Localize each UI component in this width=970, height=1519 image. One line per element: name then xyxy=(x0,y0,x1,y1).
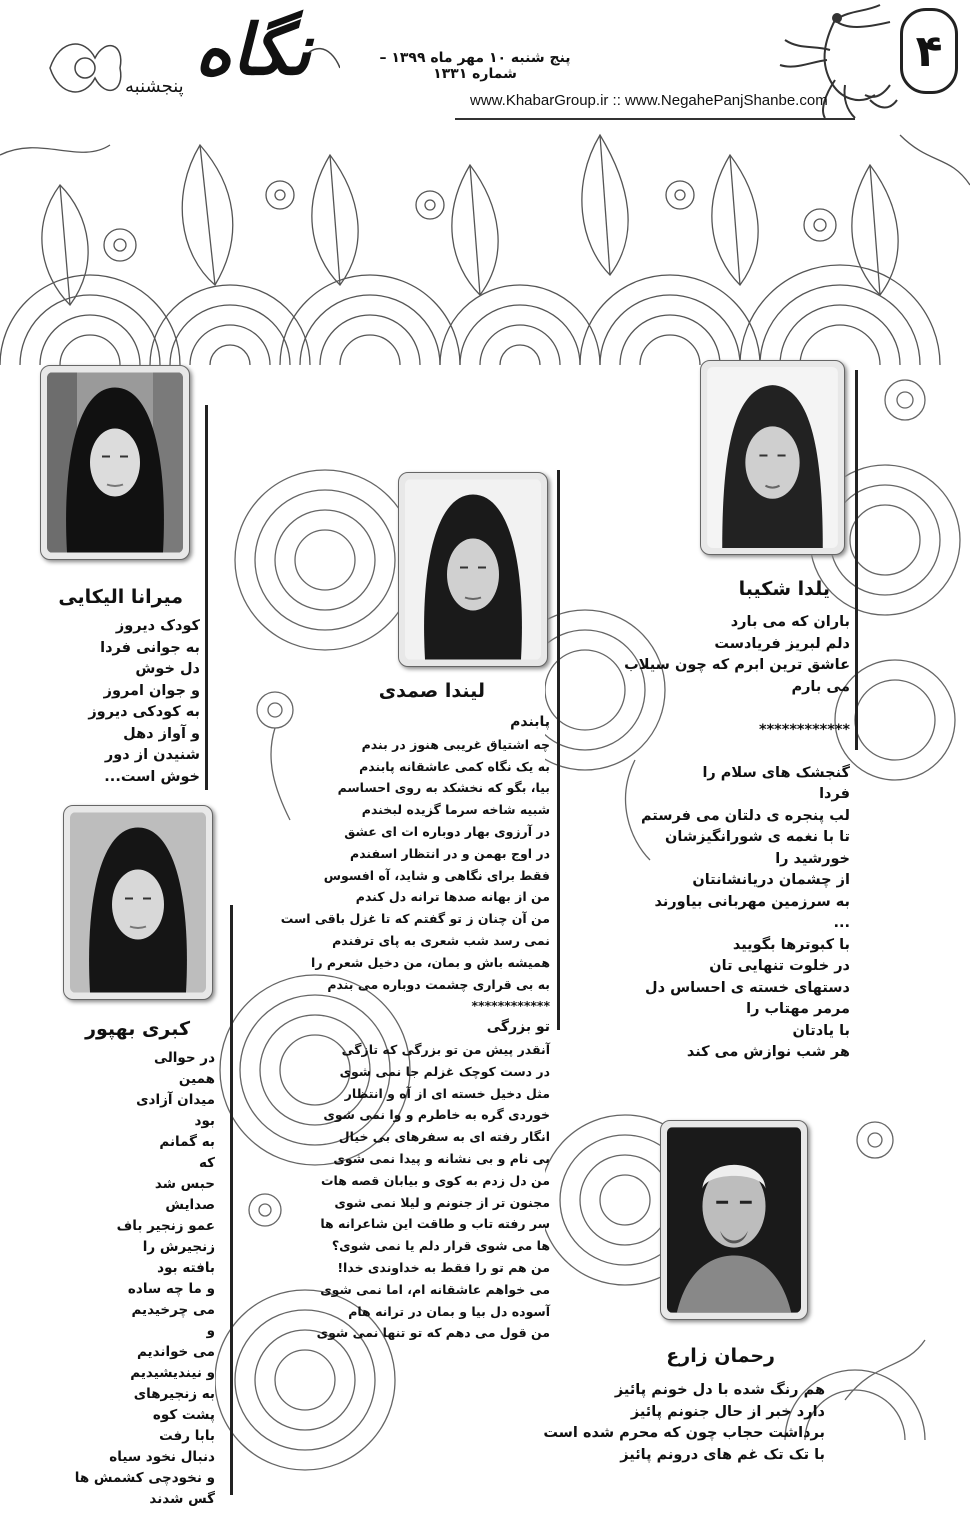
poem-line: فقط برای نگاهی و شاید، آه افسوس xyxy=(323,867,550,883)
poet-name-linda: لیندا صمدی xyxy=(378,680,485,702)
poem-line: هر شب نوازش می کند xyxy=(686,1044,850,1060)
poem-line: بابا رفت xyxy=(159,1428,215,1444)
poet-name-mirana: میرانا الیکایی xyxy=(58,586,183,608)
poem-line: به گمانم xyxy=(159,1134,215,1150)
poet-name-kobra: کبری بهپور xyxy=(85,1018,190,1040)
poem-line: و جوان امروز xyxy=(103,682,200,699)
poem-line: آسوده دل بیا و بمان در ترانه هام xyxy=(348,1303,550,1319)
logo-title: نگاه xyxy=(195,8,312,91)
portrait-mirana-image xyxy=(47,372,183,553)
poem-line: فردا xyxy=(819,786,850,802)
poem-line: خوردی گره به خاطرم و وا نمی شوی xyxy=(323,1107,550,1123)
poem-line: آنقدر پیش من تو بزرگی که تازگی xyxy=(341,1041,550,1057)
poem-line: در دست کوچک غزلم جا نمی شوی xyxy=(339,1063,550,1079)
poem-line: به زنجیرهای xyxy=(133,1386,215,1402)
poem-line: به کودکی دیروز xyxy=(88,704,200,720)
poem-line: با تک تک غم های درونم پائیز xyxy=(620,1446,825,1463)
poem-line: و xyxy=(206,1323,215,1339)
poem-line: خورشید را xyxy=(775,850,850,867)
poem-yalda xyxy=(624,612,850,1064)
portrait-linda-image xyxy=(405,479,541,660)
dateline: پنج شنبه ۱۰ مهر ماه ۱۳۹۹ – شماره ۱۳۳۱ xyxy=(379,50,571,82)
portrait-yalda xyxy=(700,360,845,555)
portrait-kobra-image xyxy=(70,812,206,993)
poem-line: ... xyxy=(833,915,850,931)
poem-line: میدان آزادی xyxy=(136,1092,215,1108)
poem-line: با یادتان xyxy=(792,1022,850,1039)
column-rule-linda xyxy=(557,470,560,1030)
poem-line: و ما چه ساده xyxy=(127,1281,215,1297)
header-divider xyxy=(455,118,855,120)
poem-line: دستهای خسته ی احساس دل xyxy=(645,979,850,996)
poem-line: می بارم xyxy=(791,678,850,695)
poem-line: چه اشتیاق غریبی هنوز در بندم xyxy=(361,736,550,752)
poem-line: می خواهم عاشقانه ام، اما نمی شوی xyxy=(320,1281,550,1297)
poem-line: در آرزوی بهار دوباره ات ای عشق xyxy=(344,823,550,839)
poem-line: هم رنگ شده با دل خونم پائیز xyxy=(614,1382,825,1398)
poem-line: با کبوترها بگویید xyxy=(732,936,850,953)
poem-line: تا با نغمه ی شورانگیزشان xyxy=(665,829,850,845)
portrait-yalda-image xyxy=(707,367,838,548)
poem-line: ها می شوی قرار دلم یا نمی شوی؟ xyxy=(331,1238,550,1254)
poem-line: شبیه شاخه سرما گزیده لبخندم xyxy=(361,802,550,818)
poem-line: برداشت حجاب چون که محرم شده است xyxy=(543,1425,825,1441)
column-rule-kobra xyxy=(230,905,233,1495)
poem-line: همین xyxy=(178,1071,215,1087)
poet-name-yalda: یلدا شکیبا xyxy=(738,578,830,600)
poem-line: می خواندیم xyxy=(136,1344,215,1360)
poem-line: ************ xyxy=(759,721,850,738)
poem-line: من از بهانه صدها ترانه دل کندم xyxy=(355,889,550,905)
poem-line: شنیدن از دور xyxy=(104,747,200,763)
poem-line: بی نام و بی نشانه و پیدا نمی شوی xyxy=(333,1150,550,1166)
column-rule-mirana xyxy=(205,405,208,790)
poem-line xyxy=(624,741,850,763)
poem-line: من دل زدم به کوی و بیابان قصه هات xyxy=(321,1172,550,1188)
poem-line: به یک نگاه کمی عاشقانه پابندم xyxy=(359,758,550,774)
floral-banner-illustration xyxy=(0,125,970,375)
logo-subtitle: پنجشنبه xyxy=(125,76,184,97)
poem-line: خوش است... xyxy=(104,768,200,785)
portrait-linda xyxy=(398,472,548,667)
poem-line: پشت کوه xyxy=(152,1407,215,1423)
poem-line: عاشق ترین ابرم که چون سیلاب xyxy=(624,657,850,673)
portrait-rahman xyxy=(660,1120,808,1320)
poem-line: در خلوت تنهایی تان xyxy=(709,958,850,974)
poem-line: بود xyxy=(194,1113,215,1129)
poem-line: صدایش xyxy=(165,1197,215,1213)
page-number: ۴ xyxy=(900,8,958,94)
poem-line: می چرخیدیم xyxy=(131,1302,215,1318)
column-rule-yalda xyxy=(855,370,858,750)
poet-name-rahman: رحمان زارع xyxy=(666,1345,775,1367)
poem-line: به سرزمین مهربانی بیاورند xyxy=(654,893,850,910)
poem-line: و نیندیشیدیم xyxy=(130,1365,215,1381)
poem-line: مثل دخیل خسته ای از آه و انتظار xyxy=(344,1085,550,1101)
poem-line: در اوج بهمن و در انتظار اسفندم xyxy=(350,845,550,861)
poem-mirana xyxy=(88,616,200,788)
poem-line: گنجشک های سلام را xyxy=(702,764,850,781)
poem-rahman xyxy=(543,1380,825,1466)
poem-line: مجنون تر از جنونم و لیلا نمی شوی xyxy=(334,1194,550,1210)
poem-line: من قول می دهم که تو تنها نمی شوی xyxy=(316,1325,550,1341)
website-urls[interactable]: www.KhabarGroup.ir :: www.NegahePanjShanbe.com xyxy=(470,92,828,109)
poem-line: دنبال نخود سیاه xyxy=(109,1449,215,1465)
poem-line: لب پنجره ی دلتان می فرستم xyxy=(640,807,850,824)
poem-line: باران که می بارد xyxy=(730,614,850,630)
poem-title-pabandam: پابندم xyxy=(510,714,550,730)
poem-line: حبس شد xyxy=(154,1176,215,1192)
poem-line: دل خوش xyxy=(135,661,200,677)
poem-line: بیا، بگو که نخشکد به روی احساسم xyxy=(337,780,550,796)
poem-line: بافته بود xyxy=(157,1260,215,1276)
arc-group-left xyxy=(0,275,180,365)
poem-line: دارد خبر از حال جنونم پائیز xyxy=(630,1403,825,1420)
poem-line: که xyxy=(198,1155,215,1171)
poem-line: عمو زنجیر باف xyxy=(116,1218,215,1234)
poem-line: زنجیرش را xyxy=(142,1239,215,1255)
poem-linda xyxy=(281,712,550,1344)
poem-title-to-bozorgi: تو بزرگی xyxy=(486,1019,550,1036)
poem-line: و آواز دهل xyxy=(123,725,200,742)
poem-line: از چشمان دریانشانتان xyxy=(692,872,850,888)
poem-line: کودک دیروز xyxy=(115,618,200,634)
poem-line: گس شدند xyxy=(149,1491,215,1507)
poem-line: دلم لبریز فریادست xyxy=(714,635,850,652)
poem-line: به جوانی فردا xyxy=(100,639,200,656)
poem-line: من هم تو را فقط به خداوندی خدا! xyxy=(337,1259,550,1275)
poem-line: در حوالی xyxy=(154,1050,215,1066)
portrait-mirana xyxy=(40,365,190,560)
poem-line: به بی قراری چشمت دوباره می بندم xyxy=(327,976,550,992)
poem-separator: ************ xyxy=(471,998,550,1014)
portrait-rahman-image xyxy=(667,1127,801,1313)
poem-line: انگار رفته ای به سفرهای بی خیال xyxy=(338,1129,550,1145)
poem-line: مرمر مهتاب را xyxy=(746,1001,850,1017)
poem-line: نمی رسد شب شعری به پای ترفندم xyxy=(332,932,550,948)
poem-kobra xyxy=(75,1048,215,1510)
poem-line xyxy=(624,698,850,720)
poem-line: و نخودچی کشمش ها xyxy=(74,1470,215,1486)
poem-line: سر رفته تاب و طاقت این شاعرانه ها xyxy=(320,1216,550,1232)
poem-line: من آن چنان ز تو گفتم که تا غزل باقی است xyxy=(280,911,550,927)
portrait-kobra xyxy=(63,805,213,1000)
poem-line: همیشه باش و بمان، من دخیل شعرم را xyxy=(311,954,550,970)
